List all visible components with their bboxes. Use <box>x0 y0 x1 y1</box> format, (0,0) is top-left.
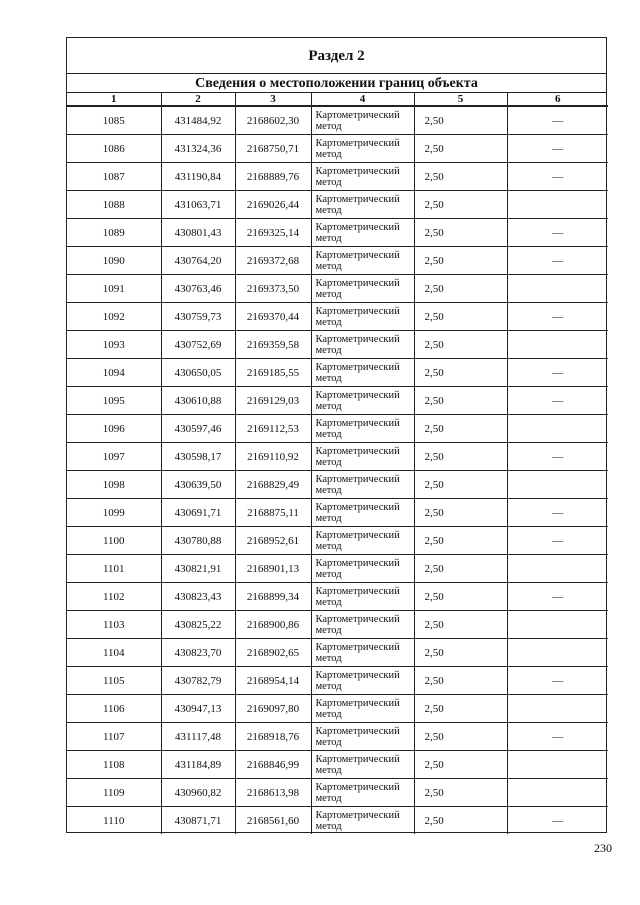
accuracy-cell: 2,50 <box>414 807 507 835</box>
accuracy-cell: 2,50 <box>414 555 507 583</box>
method-cell: Картометрический метод <box>311 751 414 779</box>
page-number: 230 <box>594 841 612 855</box>
note-cell: — <box>507 106 608 135</box>
x-coordinate-cell: 430947,13 <box>161 695 235 723</box>
x-coordinate-cell: 430821,91 <box>161 555 235 583</box>
note-cell: — <box>507 163 608 191</box>
x-coordinate-cell: 430871,71 <box>161 807 235 835</box>
method-cell: Картометрический метод <box>311 695 414 723</box>
method-cell: Картометрический метод <box>311 247 414 275</box>
accuracy-cell: 2,50 <box>414 611 507 639</box>
point-number-cell: 1107 <box>67 723 161 751</box>
x-coordinate-cell: 430780,88 <box>161 527 235 555</box>
y-coordinate-cell: 2169325,14 <box>235 219 311 247</box>
table-row <box>67 163 608 191</box>
section-subtitle: Сведения о местоположении границ объекта <box>67 74 606 93</box>
accuracy-cell: 2,50 <box>414 387 507 415</box>
table-row <box>67 191 608 219</box>
x-coordinate-cell: 430639,50 <box>161 471 235 499</box>
point-number-cell: 1087 <box>67 163 161 191</box>
y-coordinate-cell: 2169129,03 <box>235 387 311 415</box>
method-cell: Картометрический метод <box>311 106 414 135</box>
note-cell: — <box>507 303 608 331</box>
y-coordinate-cell: 2168889,76 <box>235 163 311 191</box>
y-coordinate-cell: 2168902,65 <box>235 639 311 667</box>
y-coordinate-cell: 2168750,71 <box>235 135 311 163</box>
note-cell: — <box>507 247 608 275</box>
accuracy-cell: 2,50 <box>414 359 507 387</box>
method-cell: Картометрический метод <box>311 555 414 583</box>
table-row <box>67 779 608 807</box>
y-coordinate-cell: 2168918,76 <box>235 723 311 751</box>
point-number-cell: 1091 <box>67 275 161 303</box>
method-cell: Картометрический метод <box>311 723 414 751</box>
point-number-cell: 1100 <box>67 527 161 555</box>
column-header-row <box>67 93 608 106</box>
method-cell: Картометрический метод <box>311 471 414 499</box>
point-number-cell: 1095 <box>67 387 161 415</box>
method-cell: Картометрический метод <box>311 807 414 835</box>
method-cell: Картометрический метод <box>311 359 414 387</box>
x-coordinate-cell: 430823,43 <box>161 583 235 611</box>
point-number-cell: 1104 <box>67 639 161 667</box>
accuracy-cell: 2,50 <box>414 247 507 275</box>
column-header-2: 2 <box>161 93 235 106</box>
y-coordinate-cell: 2169112,53 <box>235 415 311 443</box>
x-coordinate-cell: 431184,89 <box>161 751 235 779</box>
table-row <box>67 695 608 723</box>
method-cell: Картометрический метод <box>311 387 414 415</box>
note-cell <box>507 779 608 807</box>
point-number-cell: 1085 <box>67 106 161 135</box>
table-row <box>67 387 608 415</box>
accuracy-cell: 2,50 <box>414 779 507 807</box>
point-number-cell: 1097 <box>67 443 161 471</box>
accuracy-cell: 2,50 <box>414 275 507 303</box>
x-coordinate-cell: 430823,70 <box>161 639 235 667</box>
x-coordinate-cell: 430801,43 <box>161 219 235 247</box>
table-row <box>67 359 608 387</box>
note-cell: — <box>507 387 608 415</box>
y-coordinate-cell: 2168602,30 <box>235 106 311 135</box>
accuracy-cell: 2,50 <box>414 499 507 527</box>
y-coordinate-cell: 2168901,13 <box>235 555 311 583</box>
y-coordinate-cell: 2169185,55 <box>235 359 311 387</box>
x-coordinate-cell: 431190,84 <box>161 163 235 191</box>
y-coordinate-cell: 2168900,86 <box>235 611 311 639</box>
table-row <box>67 723 608 751</box>
y-coordinate-cell: 2168829,49 <box>235 471 311 499</box>
y-coordinate-cell: 2169370,44 <box>235 303 311 331</box>
point-number-cell: 1106 <box>67 695 161 723</box>
point-number-cell: 1105 <box>67 667 161 695</box>
y-coordinate-cell: 2168613,98 <box>235 779 311 807</box>
note-cell: — <box>507 583 608 611</box>
y-coordinate-cell: 2169373,50 <box>235 275 311 303</box>
table-row <box>67 135 608 163</box>
accuracy-cell: 2,50 <box>414 639 507 667</box>
table-row <box>67 219 608 247</box>
note-cell <box>507 555 608 583</box>
note-cell <box>507 415 608 443</box>
accuracy-cell: 2,50 <box>414 303 507 331</box>
note-cell: — <box>507 723 608 751</box>
method-cell: Картометрический метод <box>311 275 414 303</box>
x-coordinate-cell: 430825,22 <box>161 611 235 639</box>
y-coordinate-cell: 2168954,14 <box>235 667 311 695</box>
note-cell <box>507 751 608 779</box>
method-cell: Картометрический метод <box>311 611 414 639</box>
y-coordinate-cell: 2169026,44 <box>235 191 311 219</box>
accuracy-cell: 2,50 <box>414 695 507 723</box>
method-cell: Картометрический метод <box>311 667 414 695</box>
point-number-cell: 1090 <box>67 247 161 275</box>
point-number-cell: 1089 <box>67 219 161 247</box>
accuracy-cell: 2,50 <box>414 471 507 499</box>
accuracy-cell: 2,50 <box>414 331 507 359</box>
table-row <box>67 247 608 275</box>
accuracy-cell: 2,50 <box>414 219 507 247</box>
accuracy-cell: 2,50 <box>414 751 507 779</box>
accuracy-cell: 2,50 <box>414 191 507 219</box>
table-row <box>67 807 608 835</box>
x-coordinate-cell: 430610,88 <box>161 387 235 415</box>
table-row <box>67 415 608 443</box>
accuracy-cell: 2,50 <box>414 527 507 555</box>
note-cell: — <box>507 667 608 695</box>
point-number-cell: 1094 <box>67 359 161 387</box>
boundary-table <box>67 93 608 834</box>
point-number-cell: 1099 <box>67 499 161 527</box>
note-cell <box>507 331 608 359</box>
point-number-cell: 1096 <box>67 415 161 443</box>
x-coordinate-cell: 430597,46 <box>161 415 235 443</box>
x-coordinate-cell: 430960,82 <box>161 779 235 807</box>
x-coordinate-cell: 430650,05 <box>161 359 235 387</box>
accuracy-cell: 2,50 <box>414 135 507 163</box>
method-cell: Картометрический метод <box>311 499 414 527</box>
x-coordinate-cell: 430752,69 <box>161 331 235 359</box>
point-number-cell: 1103 <box>67 611 161 639</box>
section-title: Раздел 2 <box>67 38 606 74</box>
table-row <box>67 583 608 611</box>
note-cell: — <box>507 527 608 555</box>
y-coordinate-cell: 2169359,58 <box>235 331 311 359</box>
x-coordinate-cell: 431117,48 <box>161 723 235 751</box>
accuracy-cell: 2,50 <box>414 583 507 611</box>
table-row <box>67 667 608 695</box>
method-cell: Картометрический метод <box>311 191 414 219</box>
method-cell: Картометрический метод <box>311 583 414 611</box>
point-number-cell: 1110 <box>67 807 161 835</box>
method-cell: Картометрический метод <box>311 527 414 555</box>
note-cell <box>507 275 608 303</box>
point-number-cell: 1108 <box>67 751 161 779</box>
point-number-cell: 1102 <box>67 583 161 611</box>
y-coordinate-cell: 2168561,60 <box>235 807 311 835</box>
y-coordinate-cell: 2168899,34 <box>235 583 311 611</box>
method-cell: Картометрический метод <box>311 331 414 359</box>
accuracy-cell: 2,50 <box>414 667 507 695</box>
note-cell: — <box>507 443 608 471</box>
table-row <box>67 275 608 303</box>
note-cell: — <box>507 359 608 387</box>
x-coordinate-cell: 431484,92 <box>161 106 235 135</box>
point-number-cell: 1086 <box>67 135 161 163</box>
note-cell <box>507 191 608 219</box>
column-header-6: 6 <box>507 93 608 106</box>
note-cell <box>507 611 608 639</box>
table-row <box>67 303 608 331</box>
table-row <box>67 106 608 135</box>
method-cell: Картометрический метод <box>311 639 414 667</box>
note-cell <box>507 695 608 723</box>
point-number-cell: 1109 <box>67 779 161 807</box>
note-cell: — <box>507 499 608 527</box>
table-row <box>67 331 608 359</box>
column-header-1: 1 <box>67 93 161 106</box>
method-cell: Картометрический метод <box>311 415 414 443</box>
note-cell: — <box>507 219 608 247</box>
table-row <box>67 499 608 527</box>
method-cell: Картометрический метод <box>311 443 414 471</box>
note-cell <box>507 471 608 499</box>
x-coordinate-cell: 431063,71 <box>161 191 235 219</box>
table-row <box>67 611 608 639</box>
y-coordinate-cell: 2168875,11 <box>235 499 311 527</box>
method-cell: Картометрический метод <box>311 219 414 247</box>
table-row <box>67 471 608 499</box>
document-frame <box>66 37 607 833</box>
point-number-cell: 1098 <box>67 471 161 499</box>
method-cell: Картометрический метод <box>311 163 414 191</box>
x-coordinate-cell: 430782,79 <box>161 667 235 695</box>
note-cell <box>507 639 608 667</box>
point-number-cell: 1088 <box>67 191 161 219</box>
table-row <box>67 555 608 583</box>
table-row <box>67 639 608 667</box>
y-coordinate-cell: 2169097,80 <box>235 695 311 723</box>
note-cell: — <box>507 135 608 163</box>
x-coordinate-cell: 430598,17 <box>161 443 235 471</box>
table-row <box>67 527 608 555</box>
table-body <box>67 106 608 834</box>
column-header-3: 3 <box>235 93 311 106</box>
column-header-5: 5 <box>414 93 507 106</box>
point-number-cell: 1092 <box>67 303 161 331</box>
point-number-cell: 1093 <box>67 331 161 359</box>
accuracy-cell: 2,50 <box>414 443 507 471</box>
y-coordinate-cell: 2169110,92 <box>235 443 311 471</box>
table-row <box>67 443 608 471</box>
x-coordinate-cell: 430763,46 <box>161 275 235 303</box>
column-header-4: 4 <box>311 93 414 106</box>
accuracy-cell: 2,50 <box>414 415 507 443</box>
point-number-cell: 1101 <box>67 555 161 583</box>
x-coordinate-cell: 431324,36 <box>161 135 235 163</box>
method-cell: Картометрический метод <box>311 135 414 163</box>
accuracy-cell: 2,50 <box>414 163 507 191</box>
y-coordinate-cell: 2168846,99 <box>235 751 311 779</box>
y-coordinate-cell: 2169372,68 <box>235 247 311 275</box>
method-cell: Картометрический метод <box>311 303 414 331</box>
accuracy-cell: 2,50 <box>414 106 507 135</box>
table-row <box>67 751 608 779</box>
x-coordinate-cell: 430759,73 <box>161 303 235 331</box>
x-coordinate-cell: 430764,20 <box>161 247 235 275</box>
y-coordinate-cell: 2168952,61 <box>235 527 311 555</box>
note-cell: — <box>552 814 564 827</box>
accuracy-cell: 2,50 <box>414 723 507 751</box>
method-cell: Картометрический метод <box>311 779 414 807</box>
x-coordinate-cell: 430691,71 <box>161 499 235 527</box>
